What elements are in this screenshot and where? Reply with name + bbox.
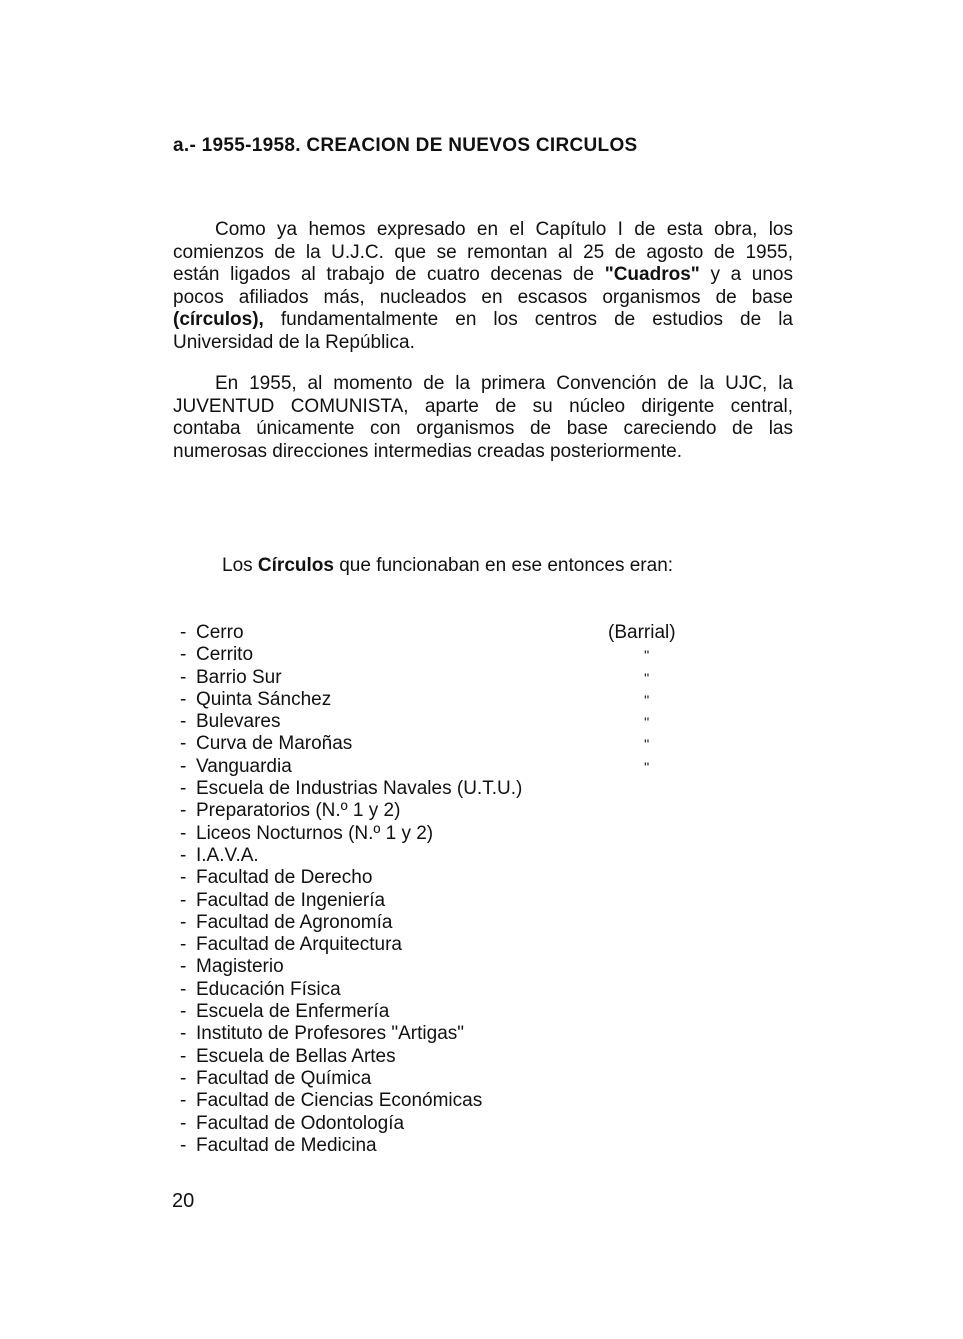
list-dash: - (180, 711, 187, 733)
circle-name: Facultad de Odontología (196, 1112, 405, 1134)
list-dash: - (180, 1090, 187, 1112)
list-dash: - (180, 911, 187, 933)
paragraph-line: Como ya hemos expresado en el Capítulo I de esta obra, los (215, 219, 793, 240)
bold-term-circulos: (círculos), (173, 309, 264, 330)
list-dash: - (180, 956, 187, 978)
circle-type-column (608, 622, 676, 778)
list-dash: - (180, 867, 187, 889)
list-dash: - (180, 1134, 187, 1156)
list-dash: - (180, 934, 187, 956)
list-dash: - (180, 978, 187, 1000)
list-item (180, 934, 522, 956)
list-item (180, 1046, 522, 1068)
circle-name: Facultad de Medicina (196, 1134, 377, 1156)
page-number: 20 (172, 1190, 195, 1212)
list-item (180, 644, 522, 666)
paragraph-line: comienzos de la U.J.C. que se remontan al 25 de agosto de 1955, (173, 241, 793, 263)
paragraph-line (173, 309, 793, 332)
circle-name: Facultad de Agronomía (196, 911, 393, 933)
circle-name: Barrio Sur (196, 666, 282, 688)
circles-list (180, 622, 522, 1157)
bold-term-cuadros: "Cuadros" (604, 264, 700, 285)
circle-name: Liceos Nocturnos (N.º 1 y 2) (196, 822, 434, 844)
list-dash: - (180, 822, 187, 844)
list-item (180, 1113, 522, 1135)
intro-text: Los (222, 555, 253, 576)
circle-name: Educación Física (196, 978, 341, 1000)
circle-name: Facultad de Arquitectura (196, 934, 402, 956)
circle-name: Facultad de Ingeniería (196, 889, 386, 911)
paragraph-line: JUVENTUD COMUNISTA, aparte de su núcleo dirigente central, (173, 395, 793, 417)
circle-name: Vanguardia (196, 755, 292, 777)
paragraph-intro-ujc (173, 219, 793, 354)
paragraph-line: contaba únicamente con organismos de base careciendo de las (173, 418, 793, 439)
circle-name: Facultad de Derecho (196, 867, 373, 889)
circle-name: Cerrito (196, 644, 254, 666)
list-item (180, 756, 522, 778)
list-item (180, 845, 522, 867)
list-item (180, 979, 522, 1001)
list-item (180, 733, 522, 755)
bold-term-circulos-intro: Círculos (257, 555, 334, 576)
intro-text: que funcionaban en ese entonces eran: (339, 555, 674, 576)
list-item (180, 867, 522, 889)
ditto-mark: '' (644, 691, 650, 708)
paragraph-line: Universidad de la República. (173, 331, 415, 353)
circle-name: I.A.V.A. (196, 844, 259, 866)
circle-name: Quinta Sánchez (196, 688, 332, 710)
list-item (180, 912, 522, 934)
list-item (180, 711, 522, 733)
list-item (180, 667, 522, 689)
list-dash: - (180, 1001, 187, 1023)
circle-name: Preparatorios (N.º 1 y 2) (196, 800, 401, 822)
list-item (180, 778, 522, 800)
ditto-mark: '' (644, 647, 650, 664)
list-dash: - (180, 644, 187, 666)
section-heading: a.- 1955-1958. CREACION DE NUEVOS CIRCULOS (173, 135, 638, 156)
list-dash: - (180, 1045, 187, 1067)
circle-name: Escuela de Enfermería (196, 1001, 390, 1023)
circle-name: Escuela de Bellas Artes (196, 1045, 396, 1067)
list-item (180, 800, 522, 822)
list-item (180, 956, 522, 978)
circle-name: Facultad de Química (196, 1067, 372, 1089)
list-item (180, 823, 522, 845)
circle-name: Bulevares (196, 711, 281, 733)
list-dash: - (180, 800, 187, 822)
paragraph-line: pocos afiliados más, nucleados en escasos organismos de base (173, 286, 793, 308)
list-dash: - (180, 889, 187, 911)
circle-name: Escuela de Industrias Navales (U.T.U.) (196, 778, 523, 800)
list-item (180, 1001, 522, 1023)
list-dash: - (180, 1023, 187, 1045)
circle-name: Magisterio (196, 956, 284, 978)
circle-name: Cerro (196, 622, 244, 643)
paragraph-text: fundamentalmente en los centros de estudios de la (280, 309, 793, 330)
paragraph-line: En 1955, al momento de la primera Convención de la UJC, la (215, 373, 793, 394)
paragraph-text: están ligados al trabajo de cuatro decenas de (173, 264, 595, 285)
list-item (180, 622, 522, 644)
list-dash: - (180, 844, 187, 866)
list-item (180, 1023, 522, 1045)
list-dash: - (180, 778, 187, 800)
ditto-mark: '' (644, 758, 650, 775)
circle-name: Curva de Maroñas (196, 733, 353, 755)
ditto-mark: '' (644, 736, 650, 753)
list-dash: - (180, 1067, 187, 1089)
list-item (180, 1135, 522, 1157)
list-dash: - (180, 733, 187, 755)
circle-name: Instituto de Profesores "Artigas" (196, 1023, 465, 1045)
list-dash: - (180, 1112, 187, 1134)
paragraph-line (173, 264, 793, 287)
ditto-mark: '' (644, 714, 650, 731)
list-item (180, 689, 522, 711)
list-dash: - (180, 666, 187, 688)
list-item (180, 1068, 522, 1090)
barrial-tag: (Barrial) (608, 622, 676, 643)
list-item (180, 1090, 522, 1112)
paragraph-line: numerosas direcciones intermedias creadas posteriormente. (173, 440, 683, 462)
list-dash: - (180, 755, 187, 777)
circle-name: Facultad de Ciencias Económicas (196, 1090, 483, 1112)
paragraph-convention (173, 373, 793, 463)
ditto-mark: '' (644, 669, 650, 686)
list-dash: - (180, 688, 187, 710)
list-dash: - (180, 622, 187, 643)
list-item (180, 890, 522, 912)
circles-intro (222, 555, 673, 577)
paragraph-text: y a unos (710, 264, 794, 285)
